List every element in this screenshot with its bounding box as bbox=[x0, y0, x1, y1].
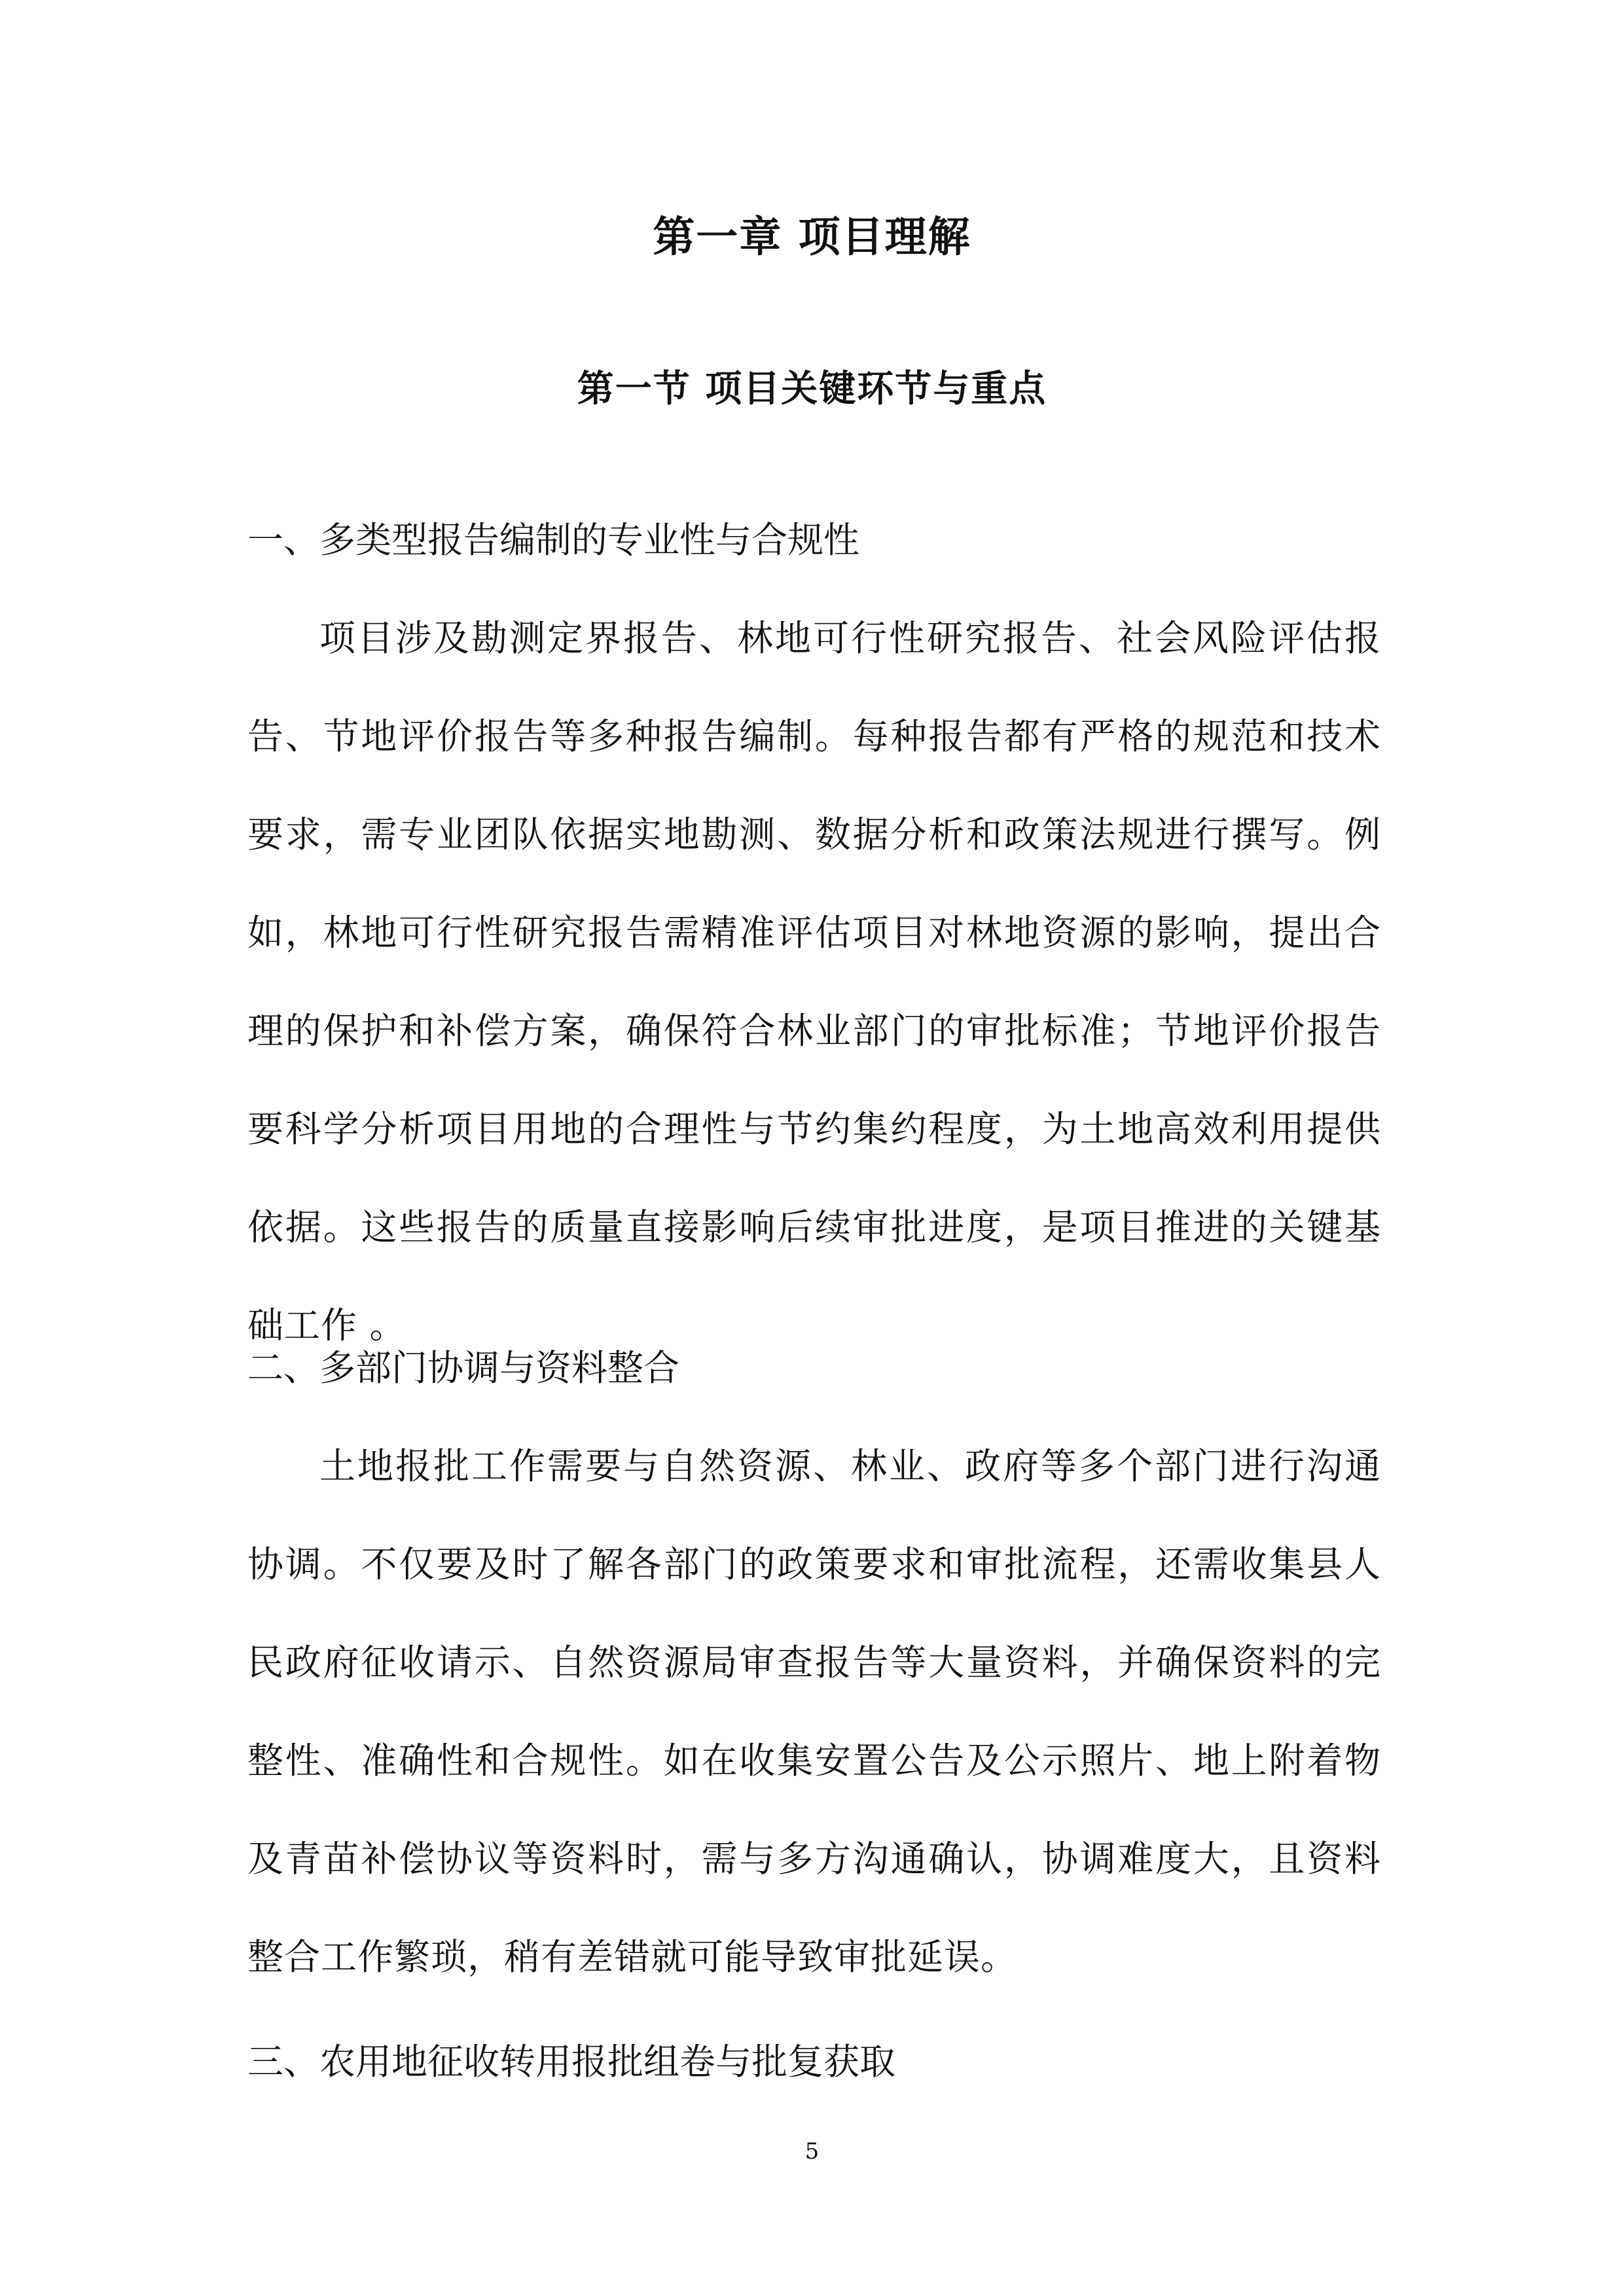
section-block-3 bbox=[247, 2029, 1381, 2094]
section-paragraph-1: 项目涉及勘测定界报告、林地可行性研究报告、社会风险评估报告、节地评价报告等多种报告编制。每种报告都有严格的规范和技术要求，需专业团队依据实地勘测、数据分析和政策法规进行撰写。例如，林地可行性研究报告需精准评估项目对林地资源的影响，提出合理的保护和补偿方案，确保符合林业部门的审批标准；节地评价报告要科学分析项目用地的合理性与节约集约程度，为土地高效利用提供依据。这些报告的质量直接影响后续审批进度，是项目推进的关键基础工作 。 bbox=[247, 617, 1381, 1346]
section-heading-2: 二、多部门协调与资料整合 bbox=[247, 1347, 680, 1389]
section-heading-1: 一、多类型报告编制的专业性与合规性 bbox=[247, 519, 860, 561]
section-title: 第一节 项目关键环节与重点 bbox=[577, 368, 1047, 410]
section-block-1 bbox=[247, 507, 1381, 1374]
page-number: 5 bbox=[804, 2138, 820, 2164]
section-block-2 bbox=[247, 1335, 1381, 2006]
section-heading-3: 三、农用地征收转用报批组卷与批复获取 bbox=[247, 2041, 896, 2083]
chapter-title: 第一章 项目理解 bbox=[653, 213, 971, 262]
section-paragraph-2: 土地报批工作需要与自然资源、林业、政府等多个部门进行沟通协调。不仅要及时了解各部门的政策要求和审批流程，还需收集县人民政府征收请示、自然资源局审查报告等大量资料，并确保资料的完整性、准确性和合规性。如在收集安置公告及公示照片、地上附着物及青苗补偿协议等资料时，需与多方沟通确认，协调难度大，且资料整合工作繁琐，稍有差错就可能导致审批延误。 bbox=[247, 1445, 1381, 1978]
